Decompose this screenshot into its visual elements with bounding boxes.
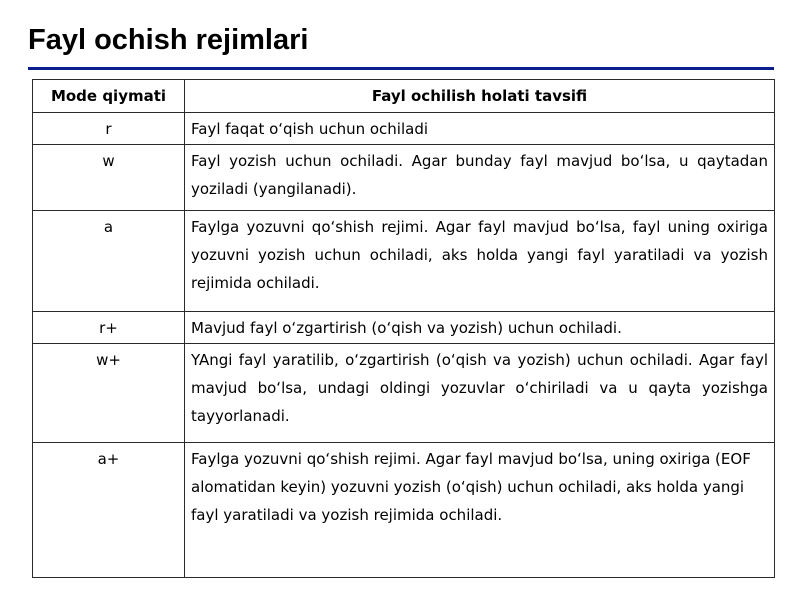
mode-value: w+ xyxy=(33,344,185,443)
slide-title: Fayl ochish rejimlari xyxy=(28,24,309,56)
mode-value: r xyxy=(33,113,185,145)
header-mode: Mode qiymati xyxy=(33,80,185,113)
table-row xyxy=(33,443,775,578)
mode-value: a xyxy=(33,211,185,312)
mode-description: Fayl yozish uchun ochiladi. Agar bunday fayl mavjud boʻlsa, u qaytadan yoziladi (yangilanadi). xyxy=(185,145,775,211)
mode-description: Faylga yozuvni qoʻshish rejimi. Agar fayl mavjud boʻlsa, fayl uning oxiriga yozuvni yozish uchun ochiladi, aks holda yangi fayl yaratiladi va yozish rejimida ochiladi. xyxy=(185,211,775,312)
header-description: Fayl ochilish holati tavsifi xyxy=(185,80,775,113)
table-header-row xyxy=(33,80,775,113)
mode-description: YAngi fayl yaratilib, oʻzgartirish (oʻqish va yozish) uchun ochiladi. Agar fayl mavjud boʻlsa, undagi oldingi yozuvlar oʻchiriladi va u qayta yozishga tayyorlanadi. xyxy=(185,344,775,443)
table-row xyxy=(33,344,775,443)
table-row xyxy=(33,211,775,312)
file-modes-table xyxy=(32,79,775,578)
table-row xyxy=(33,113,775,145)
mode-description: Faylga yozuvni qoʻshish rejimi. Agar fayl mavjud boʻlsa, uning oxiriga (EOF alomatidan keyin) yozuvni yozish (oʻqish) uchun ochiladi, aks holda yangi fayl yaratiladi va yozish rejimida ochiladi. xyxy=(185,443,775,578)
mode-value: r+ xyxy=(33,312,185,344)
mode-value: a+ xyxy=(33,443,185,578)
table-row xyxy=(33,312,775,344)
mode-description: Mavjud fayl oʻzgartirish (oʻqish va yozish) uchun ochiladi. xyxy=(185,312,775,344)
table-row xyxy=(33,145,775,211)
title-divider xyxy=(28,67,774,70)
mode-description: Fayl faqat oʻqish uchun ochiladi xyxy=(185,113,775,145)
mode-value: w xyxy=(33,145,185,211)
